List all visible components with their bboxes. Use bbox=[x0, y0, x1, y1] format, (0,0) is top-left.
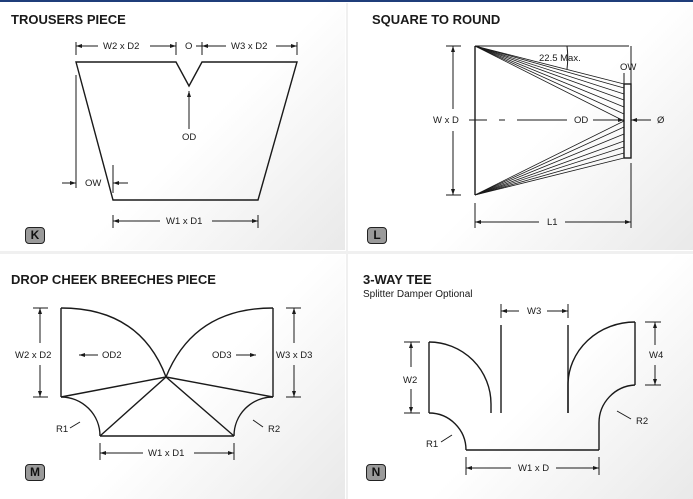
panel-title: TROUSERS PIECE bbox=[11, 12, 126, 27]
trousers-outline bbox=[76, 62, 297, 200]
label-dia: Ø bbox=[657, 115, 665, 126]
label-wxd: W x D bbox=[433, 115, 459, 126]
label-angle: 22.5 Max. bbox=[539, 53, 581, 64]
label-o: O bbox=[185, 41, 193, 52]
label-od: OD bbox=[574, 115, 589, 126]
label-w2d2: W2 x D2 bbox=[15, 350, 52, 361]
label-w2d2: W2 x D2 bbox=[103, 41, 140, 52]
badge-m: M bbox=[25, 464, 45, 481]
label-ow: OW bbox=[85, 178, 102, 189]
badge-n: N bbox=[366, 464, 386, 481]
panel-3-way-tee bbox=[349, 255, 693, 499]
label-l1: L1 bbox=[547, 217, 558, 228]
label-ow: OW bbox=[620, 62, 637, 73]
panel-title: DROP CHEEK BREECHES PIECE bbox=[11, 272, 216, 287]
label-w3d3: W3 x D3 bbox=[276, 350, 313, 361]
panel-title: 3-WAY TEE bbox=[363, 272, 432, 287]
label-r2: R2 bbox=[636, 416, 649, 427]
panel-title: SQUARE TO ROUND bbox=[372, 12, 501, 27]
panel-trousers-piece bbox=[0, 3, 345, 250]
label-w3d2: W3 x D2 bbox=[231, 41, 268, 52]
panel-drop-cheek-breeches bbox=[0, 255, 345, 499]
label-w1d1: W1 x D1 bbox=[166, 216, 203, 227]
top-rule bbox=[0, 0, 693, 2]
label-w3: W3 bbox=[527, 306, 542, 317]
label-od3: OD3 bbox=[212, 350, 232, 361]
label-r1: R1 bbox=[56, 424, 69, 435]
panel-square-to-round bbox=[349, 3, 693, 250]
label-w2: W2 bbox=[403, 375, 418, 386]
label-w1d1: W1 x D1 bbox=[148, 448, 185, 459]
round-collar bbox=[624, 84, 631, 158]
label-r2: R2 bbox=[268, 424, 281, 435]
panel-subtitle: Splitter Damper Optional bbox=[363, 289, 473, 300]
badge-l: L bbox=[367, 227, 387, 244]
label-od2: OD2 bbox=[102, 350, 122, 361]
label-r1: R1 bbox=[426, 439, 439, 450]
square-to-round-diagram bbox=[349, 3, 693, 250]
label-w4: W4 bbox=[649, 350, 664, 361]
three-way-tee-diagram bbox=[349, 255, 693, 499]
badge-k: K bbox=[25, 227, 45, 244]
label-od: OD bbox=[182, 132, 197, 143]
trousers-piece-diagram bbox=[0, 3, 345, 250]
breeches-piece-diagram bbox=[0, 255, 345, 499]
horizontal-divider bbox=[0, 251, 693, 254]
label-w1d: W1 x D bbox=[518, 463, 550, 474]
